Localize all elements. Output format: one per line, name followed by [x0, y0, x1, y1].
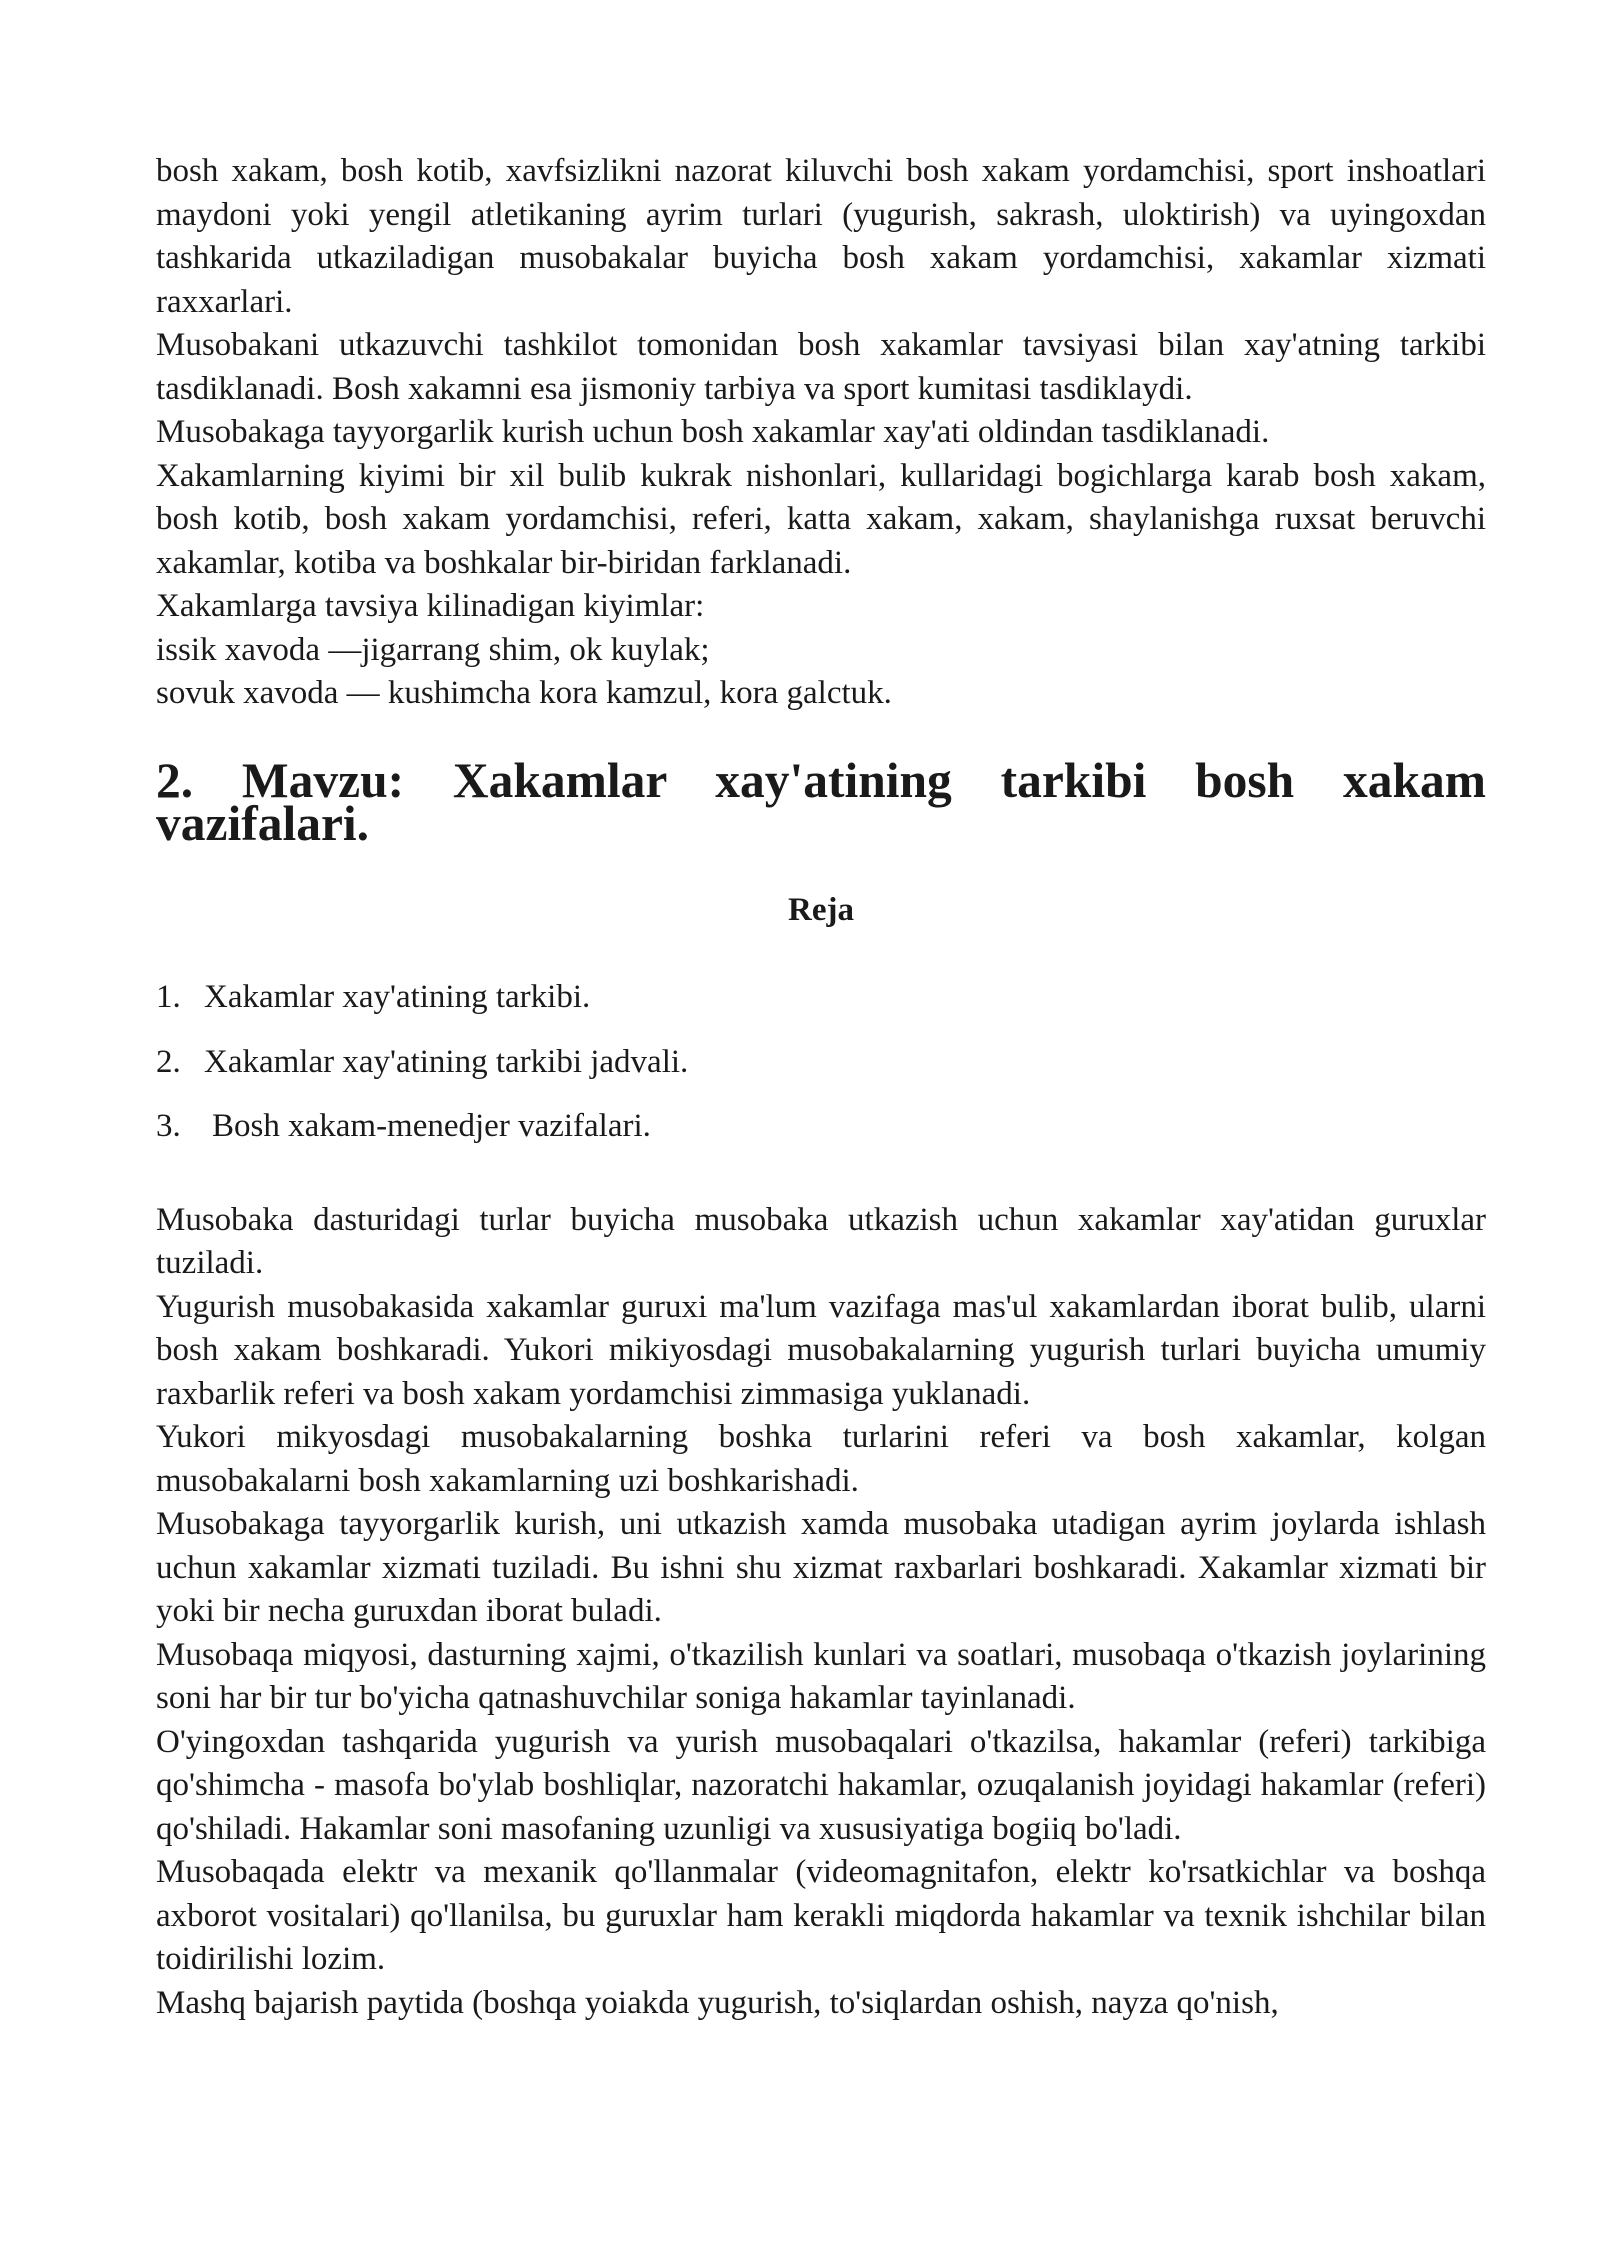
plan-list-item — [156, 1105, 1486, 1149]
plan-item-number: 1. — [156, 979, 181, 1015]
plan-item-text: Xakamlar xay'atining tarkibi jadvali. — [204, 1043, 689, 1080]
body-paragraph: Musobakaga tayyorgarlik kurish, uni utkazish xamda musobaka utadigan ayrim joylarda ishlash uchun xakamlar xizmati tuziladi. Bu ishni shu xizmat raxbarlari boshkaradi. Xakamlar xizmati bir yoki bir necha guruxdan iborat buladi. — [156, 1506, 1486, 1629]
plan-list-item — [156, 976, 1486, 1020]
intro-paragraph: Xakamlarning kiyimi bir xil bulib kukrak nishonlari, kullaridagi bogichlarga karab bosh xakam, bosh kotib, bosh xakam yordamchisi, referi, katta xakam, xakam, shaylanishga ruxsat beruvchi xakamlar, kotiba va boshkalar bir-biridan farklanadi. — [156, 457, 1486, 581]
intro-paragraph: bosh xakam, bosh kotib, xavfsizlikni nazorat kiluvchi bosh xakam yordamchisi, sport inshoatlari maydoni yoki yengil atletikaning ayrim turlari (yugurish, sakrash, uloktirish) va uyingoxdan tashkarida utkaziladigan musobakalar buyicha bosh xakam yordamchisi, xakamlar xizmati raxxarlari. — [156, 153, 1486, 320]
body-paragraph: Musobaqa miqyosi, dasturning xajmi, o'tkazilish kunlari va soatlari, musobaqa o'tkazish joylarining soni har bir tur bo'yicha qatnashuvchilar soniga hakamlar tayinlanadi. — [156, 1636, 1486, 1716]
plan-item-text: Bosh xakam-menedjer vazifalari. — [212, 1108, 651, 1144]
intro-section — [156, 150, 1486, 716]
plan-item-number: 2. — [156, 1043, 181, 1080]
document-page — [156, 150, 1486, 2025]
body-paragraph: O'yingoxdan tashqarida yugurish va yurish musobaqalari o'tkazilsa, hakamlar (referi) tarkibiga qo'shimcha - masofa bo'ylab boshliqlar, nazoratchi hakamlar, ozuqalanish joyidagi hakamlar (referi) qo'shiladi. Hakamlar soni masofaning uzunligi va xususiyatiga bogiiq bo'ladi. — [156, 1723, 1486, 1847]
plan-item-number: 3. — [156, 1108, 181, 1144]
body-paragraph: Musobaka dasturidagi turlar buyicha musobaka utkazish uchun xakamlar xay'atidan guruxlar tuziladi. — [156, 1201, 1486, 1281]
body-paragraph: Yugurish musobakasida xakamlar guruxi ma'lum vazifaga mas'ul xakamlardan iborat bulib, ularni bosh xakam boshkaradi. Yukori mikiyosdagi musobakalarning yugurish turlari buyicha umumiy raxbarlik referi va bosh xakam yordamchisi zimmasiga yuklanadi. — [156, 1288, 1486, 1412]
plan-item-text: Xakamlar xay'atining tarkibi. — [204, 979, 591, 1015]
intro-paragraph: Musobakaga tayyorgarlik kurish uchun bosh xakamlar xay'ati oldindan tasdiklanadi. — [156, 414, 1270, 450]
intro-paragraph: Musobakani utkazuvchi tashkilot tomonidan bosh xakamlar tavsiyasi bilan xay'atning tarkibi tasdiklanadi. Bosh xakamni esa jismoniy tarbiya va sport kumitasi tasdiklaydi. — [156, 327, 1486, 407]
intro-paragraph: sovuk xavoda — kushimcha kora kamzul, kora galctuk. — [156, 675, 892, 711]
intro-paragraph: issik xavoda —jigarrang shim, ok kuylak; — [156, 631, 710, 668]
plan-title: Reja — [788, 891, 854, 928]
plan-list-item — [156, 1041, 1486, 1085]
body-paragraph: Yukori mikyosdagi musobakalarning boshka turlarini referi va bosh xakamlar, kolgan musobakalarni bosh xakamlarning uzi boshkarishadi. — [156, 1419, 1486, 1499]
intro-paragraph: Xakamlarga tavsiya kilinadigan kiyimlar: — [156, 588, 705, 624]
body-paragraph: Mashq bajarish paytida (boshqa yoiakda yugurish, to'siqlardan oshish, nayza qo'nish, — [156, 1984, 1279, 2021]
body-paragraph: Musobaqada elektr va mexanik qo'llanmalar (videomagnitafon, elektr ko'rsatkichlar va boshqa axborot vositalari) qo'llanilsa, bu guruxlar ham kerakli miqdorda hakamlar va texnik ishchilar bilan toidirilishi lozim. — [156, 1854, 1486, 1977]
body-section — [156, 1199, 1486, 2026]
section-title: 2. Mavzu: Xakamlar xay'atining tarkibi bosh xakam vazifalari. — [156, 752, 1486, 851]
plan-list — [156, 976, 1486, 1149]
